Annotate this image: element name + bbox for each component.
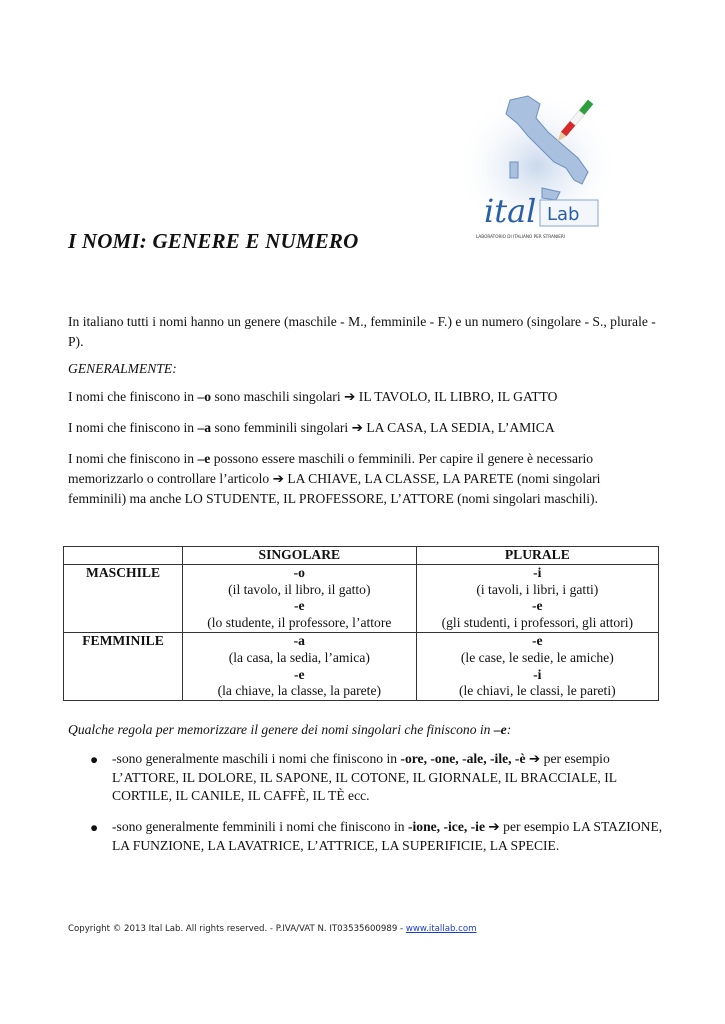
arrow-icon: ➔ [272, 471, 284, 486]
rule-e [68, 449, 658, 509]
rule-a-examples: LA CASA, LA SEDIA, L’AMICA [366, 420, 555, 435]
table-header-empty [64, 547, 183, 565]
list-item [112, 750, 672, 806]
arrow-icon: ➔ [351, 420, 363, 435]
rule-o-pre: I nomi che finiscono in [68, 389, 198, 404]
bullet-post: per esempio L’ATTORE, IL DOLORE, IL SAPONE, IL COTONE, IL GIORNALE, IL BRACCIALE, IL CORTILE, IL CANILE, IL CAFFÈ, IL TÈ ecc. [112, 751, 617, 803]
regola-intro-ending: –e [493, 722, 507, 737]
ending: -e [294, 598, 305, 614]
itallab-logo [462, 88, 622, 243]
rule-o [68, 387, 658, 407]
rule-e-ending: –e [197, 451, 211, 466]
gender-number-table [63, 546, 659, 701]
examples: (la casa, la sedia, l’amica) [228, 649, 370, 665]
rule-a-ending: –a [197, 420, 212, 435]
rule-e-pre: I nomi che finiscono in [68, 451, 198, 466]
footer-website-link[interactable]: www.itallab.com [405, 924, 477, 934]
bullet-endings: -ore, -one, -ale, -ile, -è [400, 751, 526, 766]
cell-maschile-plurale [416, 564, 658, 632]
rule-a-pre: I nomi che finiscono in [68, 420, 198, 435]
ending: -i [533, 666, 542, 682]
rule-e-text: possono essere maschili o femminili. Per capire il genere è necessario memorizzarlo o controllare l’articolo [68, 451, 594, 486]
row-label-femminile: FEMMINILE [64, 632, 183, 700]
bullet-post: per esempio LA STAZIONE, LA FUNZIONE, LA LAVATRICE, L’ATTRICE, LA SUPERIFICIE, LA SPECIE. [112, 819, 663, 853]
rule-a [68, 418, 658, 438]
page-title: I NOMI: GENERE E NUMERO [68, 229, 359, 253]
regola-intro-text: Qualche regola per memorizzare il genere dei nomi singolari che finiscono in [68, 722, 494, 737]
examples: (le chiavi, le classi, le pareti) [459, 683, 616, 699]
examples: (il tavolo, il libro, il gatto) [228, 581, 371, 597]
cell-maschile-singolare [183, 564, 417, 632]
arrow-icon: ➔ [488, 819, 500, 834]
bullet-pre: -sono generalmente femminili i nomi che finiscono in [112, 819, 408, 834]
ending: -o [293, 564, 305, 580]
rule-a-mid: sono femminili singolari [211, 420, 352, 435]
examples: (lo studente, il professore, l’attore [207, 615, 392, 631]
arrow-icon: ➔ [344, 389, 356, 404]
footer-copyright: Copyright © 2013 Ital Lab. All rights reserved. - P.IVA/VAT N. IT03535600989 - [68, 924, 406, 934]
regola-intro-colon: : [506, 722, 512, 737]
logo-wordmark: ital [484, 192, 537, 230]
rule-e-note-f: (nomi singolari femminili) ma anche [68, 471, 601, 506]
row-label-maschile: MASCHILE [64, 564, 183, 632]
rule-e-note-m: (nomi singolari maschili). [453, 491, 598, 506]
bullet-icon: ● [90, 752, 99, 767]
logo-tagline: LABORATORIO DI ITALIANO PER STRANIERI [476, 234, 565, 239]
table-row [64, 632, 659, 700]
rule-o-ending: –o [197, 389, 212, 404]
rule-o-mid: sono maschili singolari [211, 389, 344, 404]
examples: (la chiave, la classe, la parete) [217, 683, 382, 699]
bullet-icon: ● [90, 820, 99, 835]
rule-e-examples-f: LA CHIAVE, LA CLASSE, LA PARETE [287, 471, 514, 486]
bullet-pre: -sono generalmente maschili i nomi che finiscono in [112, 751, 401, 766]
list-item [112, 818, 672, 855]
rule-o-examples: IL TAVOLO, IL LIBRO, IL GATTO [358, 389, 558, 404]
generalmente-label: GENERALMENTE: [68, 361, 177, 376]
ending: -a [293, 632, 305, 648]
examples: (gli studenti, i professori, gli attori) [441, 615, 634, 631]
footer [68, 924, 477, 934]
logo-suffix: Lab [547, 204, 580, 225]
ending: -e [532, 632, 543, 648]
table-row [64, 564, 659, 632]
table-header-plurale: PLURALE [416, 547, 658, 565]
table-header-singolare: SINGOLARE [183, 547, 417, 565]
cell-femminile-singolare [183, 632, 417, 700]
examples: (le case, le sedie, le amiche) [460, 649, 614, 665]
table-header-row [64, 547, 659, 565]
ending: -e [532, 598, 543, 614]
cell-femminile-plurale [416, 632, 658, 700]
ending: -i [533, 564, 542, 580]
regola-intro [68, 720, 658, 740]
ending: -e [294, 666, 305, 682]
bullet-endings: -ione, -ice, -ie [407, 819, 485, 834]
intro-paragraph: In italiano tutti i nomi hanno un genere (maschile - M., femminile - F.) e un numero (singolare - S., plurale -P). [68, 314, 656, 349]
examples: (i tavoli, i libri, i gatti) [476, 581, 599, 597]
rule-e-examples-m: LO STUDENTE, IL PROFESSORE, L’ATTORE [184, 491, 454, 506]
arrow-icon: ➔ [528, 751, 541, 766]
